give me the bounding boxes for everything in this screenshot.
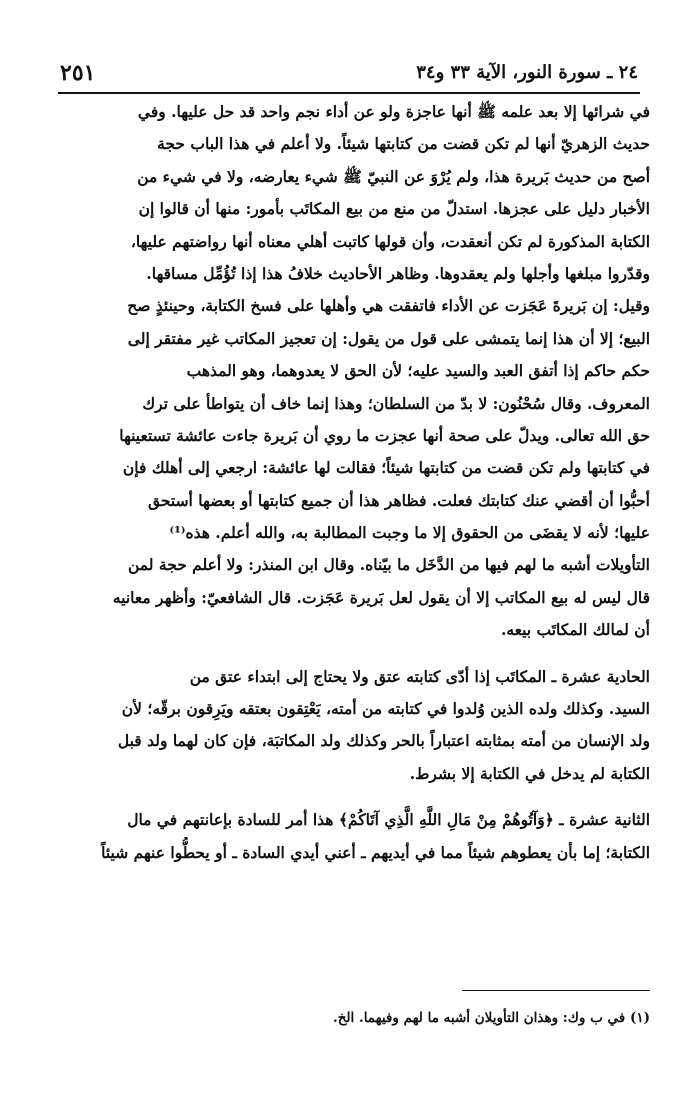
paragraph-gap: [38, 790, 650, 804]
text-line: الحادية عشرة ـ المكاتَب إذا أدّى كتابته عتق ولا يحتاج إلى ابتداء عتق من: [189, 666, 650, 686]
text-line: عليها؛ لأنه لا يقضَى من الحقوق إلا ما وجبت المطالبة به، والله أعلم. هذه⁽¹⁾: [169, 523, 650, 543]
text-line: التأويلات أشبه ما لهم فيها من الدَّخَل ما بيّناه. وقال ابن المنذر: ولا أعلم حجة لمن: [128, 555, 650, 575]
text-line: ولد الإنسان من أمته بمثابته اعتباراً بالحر وكذلك ولد المكاتبَة، فإن كان لهما ولد قبل: [117, 731, 650, 751]
text-line: الكتابة لم يدخل في الكتابة إلا بشرط.: [409, 763, 650, 783]
text-line: حق الله تعالى. ويدلّ على صحة أنها عجزت ما روي أن بَريرة جاءت عائشة تستعينها: [119, 425, 650, 445]
text-line: أحبُّوا أن أقضي عنك كتابتك فعلت. فظاهر هذا أن جميع كتابتها أو بعضها أستحق: [147, 490, 650, 510]
running-header: [60, 60, 638, 90]
text-line: قال ليس له بيع المكاتب إلا أن يقول لعل بَريرة عَجَزت. قال الشافعيّ: وأظهر معانيه: [112, 587, 650, 607]
text-line: السيد. وكذلك ولده الذين وُلدوا في كتابته من أمته، يَعْتِقون بعتقه ويَرِقون برقّه؛ لأن: [121, 699, 650, 719]
text-line: أن لمالك المكاتَب بيعه.: [500, 620, 650, 640]
text-line: أصح من حديث بَريرة هذا، ولم يُرْوَ عن النبيّ ﷺ شيء يعارضه، ولا في شيء من: [137, 166, 650, 186]
text-line: الكتابة المذكورة لم تكن أنعقدت، وأن قولها كاتبت أهلي معناه أنها رواضتهم عليها،: [130, 231, 650, 251]
text-line: حكم حاكم إذا أتفق العبد والسيد عليه؛ لأن الحق لا يعدوهما، وهو المذهب: [186, 361, 650, 381]
paragraph-gap: [38, 647, 650, 661]
body-text: [38, 96, 650, 869]
text-line: المعروف. وقال سُحْنُون: لا بدّ من السلطان؛ وهذا إنما خاف أن يتواطأ على ترك: [142, 393, 650, 413]
text-line: وقيل: إن بَريرةَ عَجَزت عن الأداء فاتفقت هي وأهلها على فسخ الكتابة، وحينئذٍ صح: [127, 296, 650, 316]
text-line: الثانية عشرة ـ ﴿وَآتُوهُمْ مِنْ مَالِ اللَّهِ الَّذِي آتَاكُمْ﴾ هذا أمر للسادة بإعانتهم في مال: [127, 810, 650, 830]
text-line: وقدّروا مبلغها وأجلها ولم يعقدوها. وظاهر الأحاديث خلافُ هذا إذا تُؤُمِّل مساقها.: [146, 263, 650, 283]
header-title: ٢٤ ـ سورة النور، الآية ٣٣ و٣٤: [416, 62, 638, 83]
header-divider: [58, 92, 640, 94]
text-line: البيع؛ إلا أن هذا إنما يتمشى على قول من يقول: إن تعجيز المكاتب غير مفتقر إلى: [127, 328, 650, 348]
text-line: في شرائها إلا بعد علمه ﷺ أنها عاجزة ولو عن أداء نجم واحد قد حل عليها. وفي: [137, 102, 650, 121]
text-line: الأخبار دليل على عجزها. استدلّ من منع من بيع المكاتَب بأمور: منها أن قالوا إن: [138, 199, 650, 219]
footnote-divider: [462, 990, 650, 991]
text-line: في كتابتها ولم تكن قضت من كتابتها شيئاً؛ فقالت لها عائشة: ارجعي إلى أهلك فإن: [122, 458, 650, 478]
text-line: حديث الزهريّ أنها لم تكن قضت من كتابتها شيئاً. ولا أعلم في هذا الباب حجة: [157, 134, 650, 154]
page-number: ٢٥١: [60, 60, 96, 86]
text-line: الكتابة؛ إما بأن يعطوهم شيئاً مما في أيديهم ـ أعني أيدي السادة ـ أو يحطُّوا عنهم شيئاً: [101, 842, 650, 862]
footnote: (١) في ب وك: وهذان التأويلان أشبه ما لهم وفيهما. الخ.: [333, 1010, 650, 1026]
